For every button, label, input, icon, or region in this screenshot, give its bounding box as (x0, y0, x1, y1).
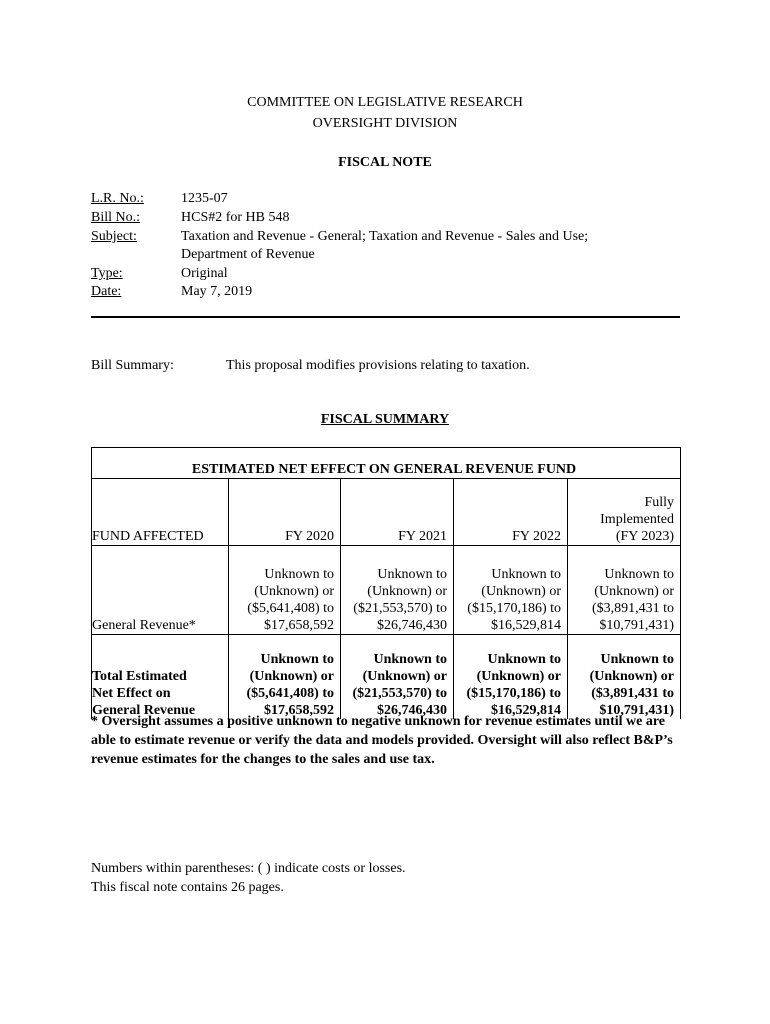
total-fy2022-line2: (Unknown) or (476, 669, 561, 684)
total-label-line2: Net Effect on (92, 686, 171, 701)
total-fy2023 (568, 635, 681, 720)
gr-fy2020-line4: $17,658,592 (264, 618, 334, 633)
bill-summary-label: Bill Summary: (91, 358, 174, 373)
total-fy2022-line3: ($15,170,186) to (466, 686, 561, 701)
gr-fy2022-line2: (Unknown) or (481, 584, 561, 599)
total-fy2020-line2: (Unknown) or (249, 669, 334, 684)
total-label-line1: Total Estimated (92, 669, 187, 684)
type-value: Original (181, 266, 228, 281)
general-revenue-fy2020 (229, 546, 341, 635)
header-fy2020: FY 2020 (229, 479, 341, 546)
committee-title: COMMITTEE ON LEGISLATIVE RESEARCH (247, 95, 523, 110)
total-fy2023-line2: (Unknown) or (589, 669, 675, 684)
header-fy2023-line2: Implemented (600, 512, 675, 527)
gr-fy2021-line2: (Unknown) or (367, 584, 447, 599)
gr-fy2022-line1: Unknown to (491, 567, 561, 582)
gr-fy2023-line3: ($3,891,431 to (591, 601, 675, 616)
total-fy2021-line1: Unknown to (373, 652, 447, 667)
gr-fy2021-line3: ($21,553,570) to (353, 601, 447, 616)
total-fy2020-line4: $17,658,592 (264, 703, 334, 718)
general-revenue-fy2021 (341, 546, 454, 635)
total-fy2021-line4: $26,746,430 (377, 703, 447, 718)
total-fy2021 (341, 635, 454, 720)
gr-fy2020-line2: (Unknown) or (254, 584, 334, 599)
total-fy2023-line4: $10,791,431) (599, 703, 675, 718)
total-fy2023-line3: ($3,891,431 to (591, 686, 675, 701)
table-title: ESTIMATED NET EFFECT ON GENERAL REVENUE FUND (92, 448, 681, 479)
total-fy2023-line1: Unknown to (600, 652, 675, 667)
gr-fy2023-line2: (Unknown) or (594, 584, 675, 599)
gr-fy2021-line4: $26,746,430 (377, 618, 447, 633)
header-divider (91, 316, 680, 318)
fiscal-note-title: FISCAL NOTE (338, 155, 432, 170)
header-fy2023 (568, 479, 681, 546)
subject-value-line2: Department of Revenue (181, 247, 315, 262)
fiscal-summary-table (91, 447, 681, 719)
subject-value-line1: Taxation and Revenue - General; Taxation and Revenue - Sales and Use; (181, 229, 589, 244)
header-fy2021: FY 2021 (341, 479, 454, 546)
header-fy2022: FY 2022 (454, 479, 568, 546)
header-fy2023-line1: Fully (644, 495, 675, 510)
total-fy2020-line3: ($5,641,408) to (246, 686, 334, 701)
subject-label: Subject: (91, 229, 137, 244)
total-fy2021-line3: ($21,553,570) to (352, 686, 447, 701)
total-net-effect-label (92, 635, 229, 720)
parentheses-note: Numbers within parentheses: ( ) indicate costs or losses. (91, 861, 406, 876)
total-fy2021-line2: (Unknown) or (362, 669, 447, 684)
bill-number-label: Bill No.: (91, 210, 141, 225)
total-fy2022 (454, 635, 568, 720)
total-label-line3: General Revenue (92, 703, 196, 718)
gr-fy2022-line4: $16,529,814 (491, 618, 561, 633)
page-count-note: This fiscal note contains 26 pages. (91, 880, 284, 895)
general-revenue-fy2023 (568, 546, 681, 635)
type-label: Type: (91, 266, 123, 281)
total-fy2022-line4: $16,529,814 (491, 703, 561, 718)
date-value: May 7, 2019 (181, 284, 253, 299)
total-fy2020-line1: Unknown to (260, 652, 334, 667)
division-title: OVERSIGHT DIVISION (312, 116, 458, 131)
general-revenue-label: General Revenue* (92, 546, 229, 635)
total-fy2020 (229, 635, 341, 720)
gr-fy2023-line4: $10,791,431) (599, 618, 675, 633)
gr-fy2020-line1: Unknown to (264, 567, 334, 582)
header-fund-affected: FUND AFFECTED (92, 479, 229, 546)
table-header-row (92, 479, 681, 546)
gr-fy2021-line1: Unknown to (377, 567, 447, 582)
bill-number-value: HCS#2 for HB 548 (181, 210, 290, 225)
general-revenue-fy2022 (454, 546, 568, 635)
oversight-footnote: * Oversight assumes a positive unknown to negative unknown for revenue estimates until we are able to estimate revenue or verify the data and models provided. Oversight will also reflect B&P’s revenue estimates for the changes to the sales and use tax. (91, 714, 673, 767)
header-fy2023-line3: (FY 2023) (615, 529, 675, 544)
bill-summary-text: This proposal modifies provisions relating to taxation. (226, 358, 530, 373)
lr-number-value: 1235-07 (181, 191, 228, 206)
date-label: Date: (91, 284, 122, 299)
gr-fy2022-line3: ($15,170,186) to (467, 601, 561, 616)
gr-fy2023-line1: Unknown to (604, 567, 675, 582)
table-title-row (92, 448, 681, 479)
fiscal-summary-heading: FISCAL SUMMARY (320, 412, 450, 427)
general-revenue-row (92, 546, 681, 635)
gr-fy2020-line3: ($5,641,408) to (247, 601, 334, 616)
total-fy2022-line1: Unknown to (487, 652, 561, 667)
lr-number-label: L.R. No.: (91, 191, 144, 206)
total-net-effect-row (92, 635, 681, 720)
